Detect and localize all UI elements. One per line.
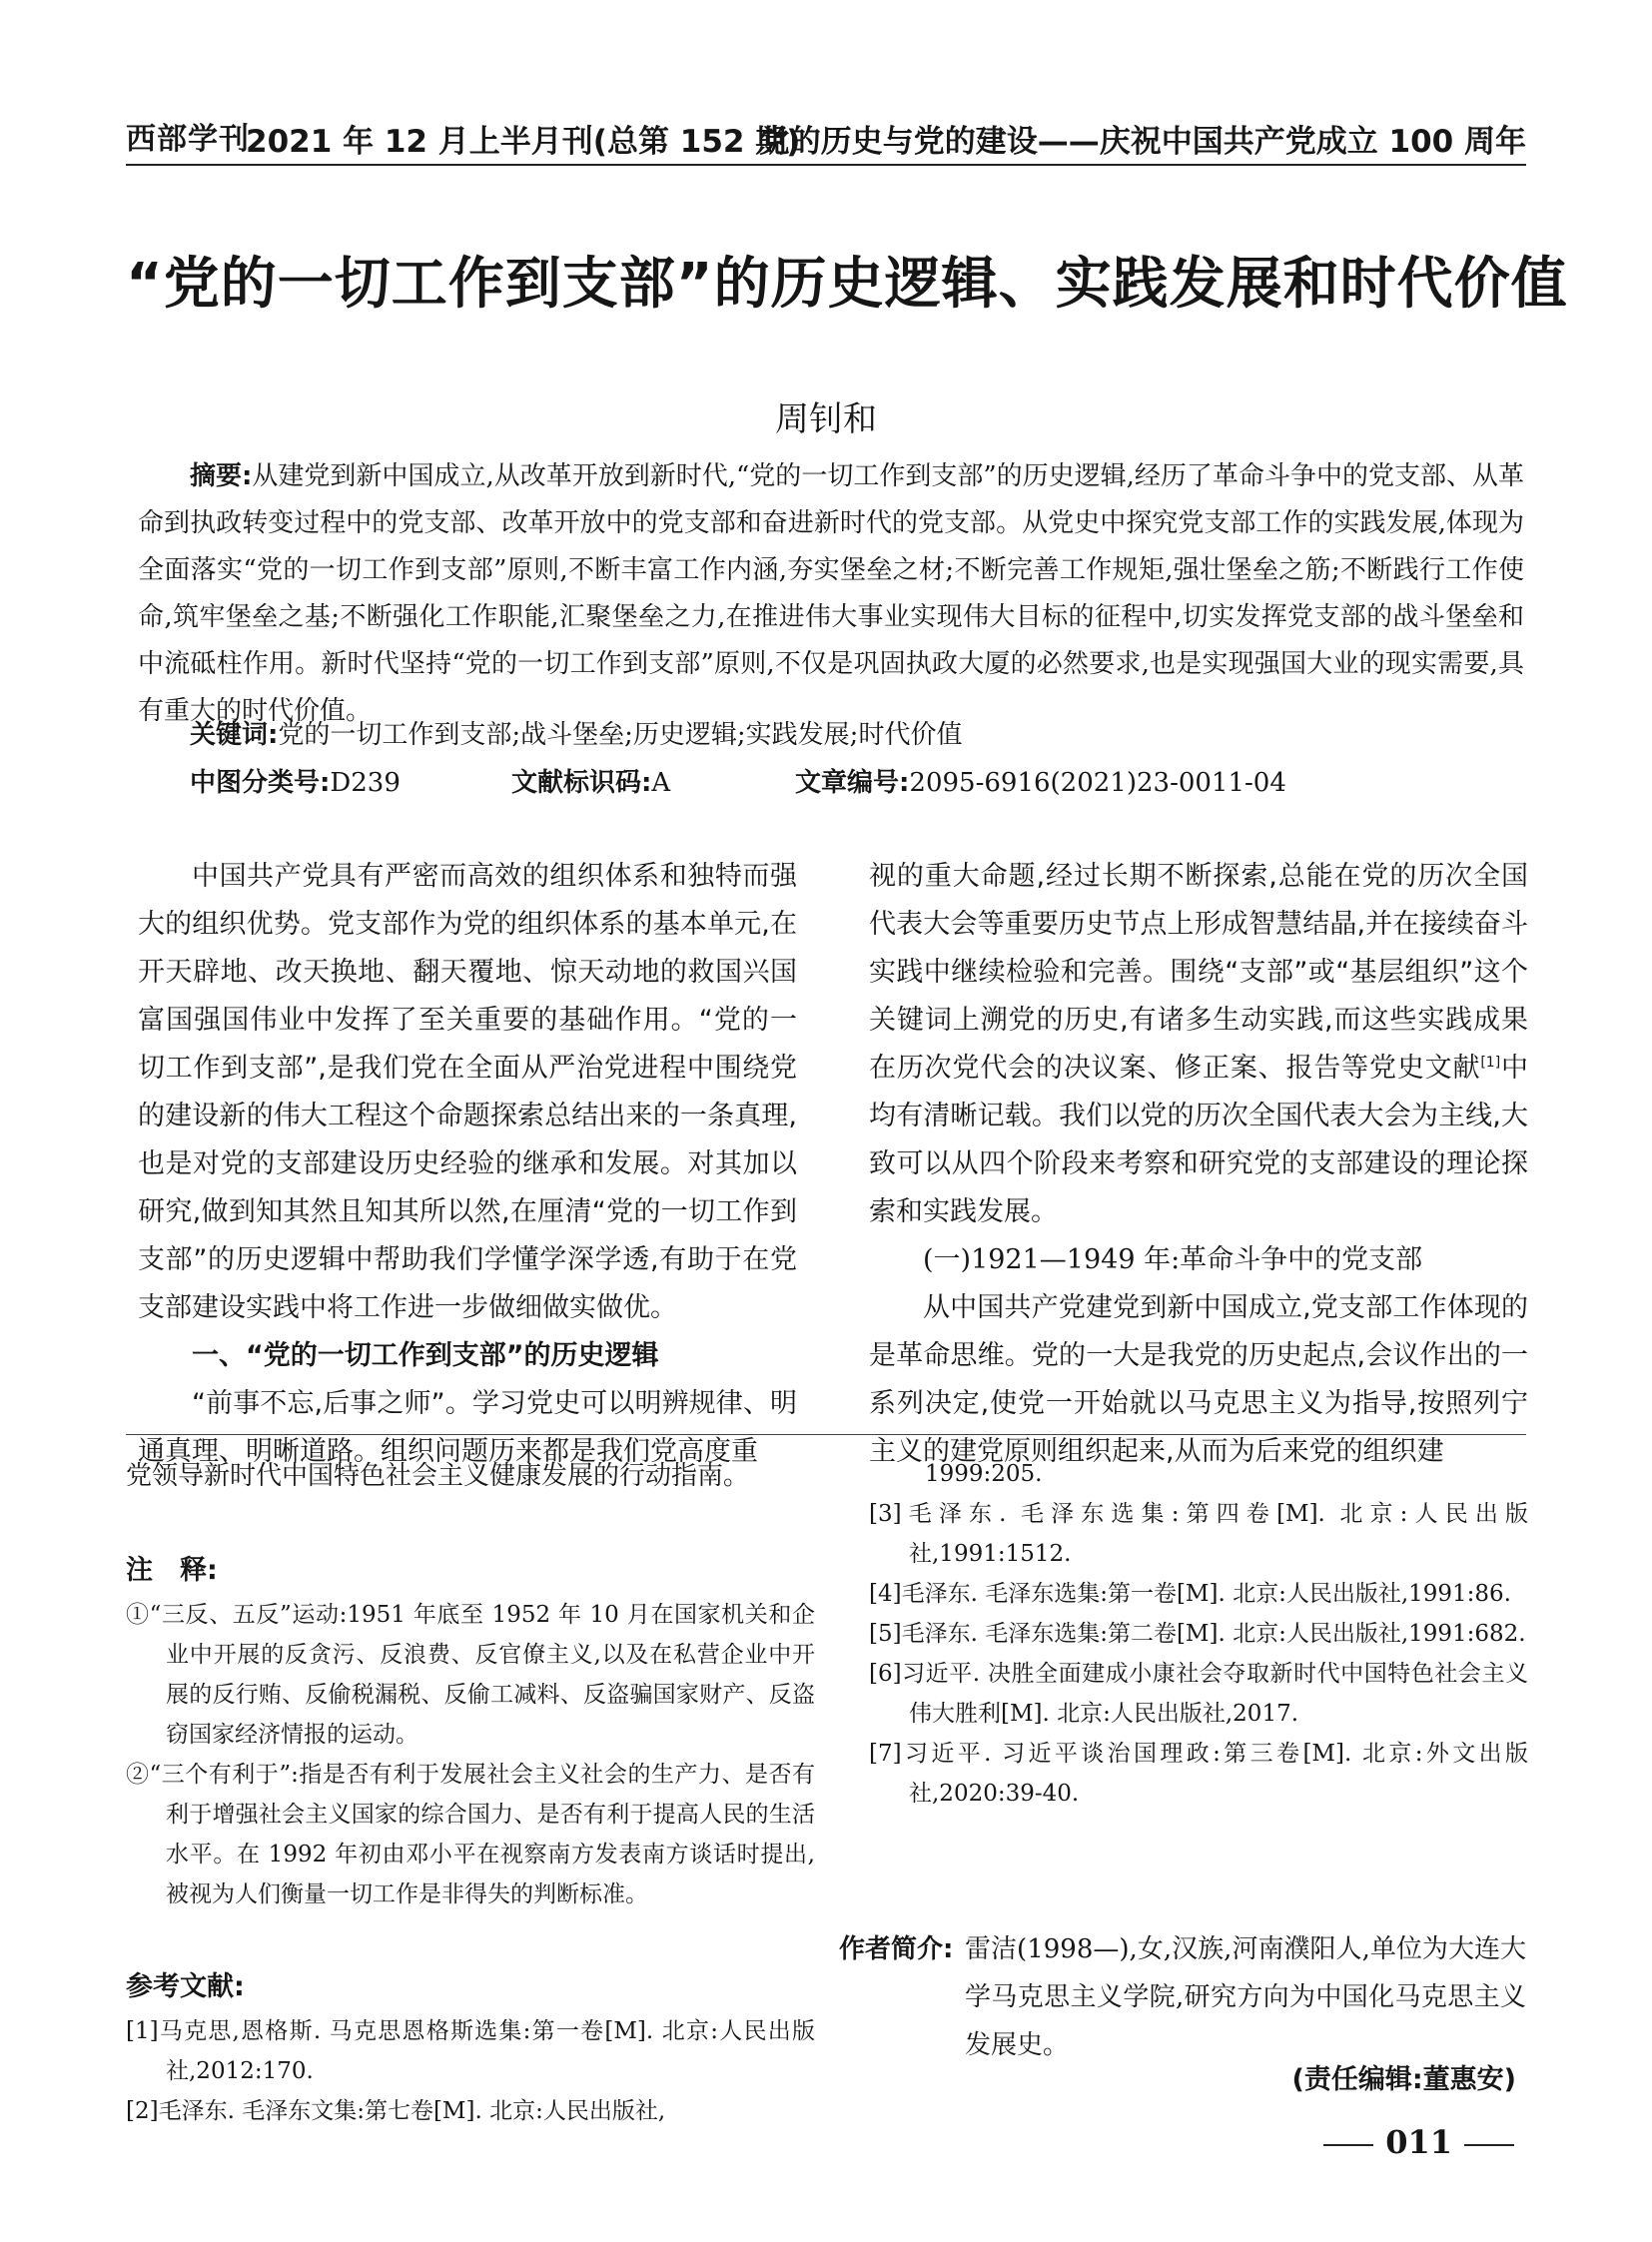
bio-text: 雷洁(1998—),女,汉族,河南濮阳人,单位为大连大学马克思主义学院,研究方向为中国化马克思主义发展史。	[965, 1934, 1526, 2060]
lower-left-column	[126, 1454, 815, 2131]
body-paragraph: “前事不忘,后事之师”。学习党史可以明辨规律、明通真理、明晰道路。组织问题历来都是我们党高度重	[138, 1388, 797, 1467]
article-code	[795, 763, 1286, 803]
reference-item: [5]毛泽东. 毛泽东选集:第二卷[M]. 北京:人民出版社,1991:682.	[869, 1621, 1526, 1647]
doc-label: 文献标识码:	[511, 768, 652, 798]
reference-item: [6]习近平. 决胜全面建成小康社会夺取新时代中国特色社会主义伟大胜利[M]. 北京:人民出版社,2017.	[869, 1661, 1528, 1727]
reference-item: [2]毛泽东. 毛泽东文集:第七卷[M]. 北京:人民出版社,	[126, 2098, 666, 2124]
abstract	[138, 453, 1524, 735]
running-header	[126, 110, 1526, 158]
keywords-text: 党的一切工作到支部;战斗堡垒;历史逻辑;实践发展;时代价值	[278, 720, 963, 750]
subsection-heading: (一)1921—1949 年:革命斗争中的党支部	[923, 1244, 1423, 1275]
issue-info: 2021 年 12 月上半月刊(总第 152 期)	[246, 124, 801, 160]
note-item: ①“三反、五反”运动:1951 年底至 1952 年 10 月在国家机关和企业中开展的反贪污、反浪费、反官僚主义,以及在私营企业中开展的反行贿、反偷税漏税、反偷工减料、反盗骗国家财产、反盗窃国家经济情报的运动。	[126, 1602, 815, 1748]
reference-item: [1]马克思,恩格斯. 马克思恩格斯选集:第一卷[M]. 北京:人民出版社,2012:170.	[126, 2018, 815, 2084]
citation-mark: [1]	[1480, 1055, 1501, 1071]
carry-over-text: 党领导新时代中国特色社会主义健康发展的行动指南。	[126, 1461, 750, 1491]
abstract-label: 摘要:	[190, 461, 253, 491]
section-heading: 一、“党的一切工作到支部”的历史逻辑	[192, 1340, 659, 1371]
journal-name: 西部学刊	[126, 122, 250, 157]
paragraph-text: 中均有清晰记载。我们以党的历次全国代表大会为主线,大致可以从四个阶段来考察和研究党的支部建设的理论探索和实践发展。	[869, 1053, 1529, 1227]
page-number	[1311, 2123, 1526, 2161]
clc-value: D239	[330, 768, 401, 798]
keywords	[190, 715, 1524, 755]
bio-label: 作者简介:	[839, 1934, 954, 1964]
doc-code	[511, 763, 670, 803]
page-number-dash	[1323, 2144, 1373, 2146]
lower-right-column	[869, 1454, 1528, 1814]
notes-heading: 注 释:	[126, 1555, 218, 1586]
header-rule	[126, 164, 1526, 166]
reference-item: [7]习近平. 习近平谈治国理政:第三卷[M]. 北京:外文出版社,2020:39-40.	[869, 1741, 1528, 1807]
note-item: ②“三个有利于”:指是否有利于发展社会主义社会的生产力、是否有利于增强社会主义国家的综合国力、是否有利于提高人民的生活水平。在 1992 年初由邓小平在视察南方发表南方谈话时提出,被视为人们衡量一切工作是非得失的判断标准。	[126, 1762, 815, 1907]
article-value: 2095-6916(2021)23-0011-04	[909, 768, 1286, 798]
body-column-right	[869, 853, 1528, 1476]
body-column-left	[138, 853, 797, 1476]
reference-item: [4]毛泽东. 毛泽东选集:第一卷[M]. 北京:人民出版社,1991:86.	[869, 1581, 1511, 1607]
reference-continuation: 1999:205.	[925, 1461, 1043, 1487]
section-divider	[126, 1434, 1526, 1435]
body-paragraph: 从中国共产党建党到新中国成立,党支部工作体现的是革命思维。党的一大是我党的历史起点,会议作出的一系列决定,使党一开始就以马克思主义为指导,按照列宁主义的建党原则组织起来,从而为后来党的组织建	[869, 1292, 1528, 1467]
responsible-editor: (责任编辑:董惠安)	[1291, 2064, 1516, 2095]
page-number-dash	[1464, 2144, 1514, 2146]
column-title: 党的历史与党的建设——庆祝中国共产党成立 100 周年	[758, 124, 1526, 160]
page-number-value: 011	[1385, 2123, 1452, 2161]
doc-value: A	[651, 768, 671, 798]
abstract-text: 从建党到新中国成立,从改革开放到新时代,“党的一切工作到支部”的历史逻辑,经历了革命斗争中的党支部、从革命到执政转变过程中的党支部、改革开放中的党支部和奋进新时代的党支部。从党史中探究党支部工作的实践发展,体现为全面落实“党的一切工作到支部”原则,不断丰富工作内涵,夯实堡垒之材;不断完善工作规矩,强壮堡垒之筋;不断践行工作使命,筑牢堡垒之基;不断强化工作职能,汇聚堡垒之力,在推进伟大事业实现伟大目标的征程中,切实发挥党支部的战斗堡垒和中流砥柱作用。新时代坚持“党的一切工作到支部”原则,不仅是巩固执政大厦的必然要求,也是实现强国大业的现实需要,具有重大的时代价值。	[138, 461, 1524, 726]
article-author: 周钊和	[775, 399, 877, 439]
classification-line	[190, 763, 1524, 803]
article-label: 文章编号:	[795, 768, 910, 798]
article-title: “党的一切工作到支部”的历史逻辑、实践发展和时代价值	[126, 252, 1568, 317]
references-heading: 参考文献:	[126, 1971, 245, 2002]
paragraph-text: 视的重大命题,经过长期不断探索,总能在党的历次全国代表大会等重要历史节点上形成智慧结晶,并在接续奋斗实践中继续检验和完善。围绕“支部”或“基层组织”这个关键词上溯党的历史,有诸多生动实践,而这些实践成果在历次党代会的决议案、修正案、报告等党史文献	[869, 861, 1528, 1084]
abstract-paragraph	[138, 453, 1524, 735]
reference-item: [3]毛泽东. 毛泽东选集:第四卷[M]. 北京:人民出版社,1991:1512.	[869, 1501, 1528, 1567]
keywords-label: 关键词:	[190, 720, 279, 750]
clc-code	[190, 763, 401, 803]
body-paragraph: 中国共产党具有严密而高效的组织体系和独特而强大的组织优势。党支部作为党的组织体系的基本单元,在开天辟地、改天换地、翻天覆地、惊天动地的救国兴国富国强国伟业中发挥了至关重要的基础作用。“党的一切工作到支部”,是我们党在全面从严治党进程中围绕党的建设新的伟大工程这个命题探索总结出来的一条真理,也是对党的支部建设历史经验的继承和发展。对其加以研究,做到知其然且知其所以然,在厘清“党的一切工作到支部”的历史逻辑中帮助我们学懂学深学透,有助于在党支部建设实践中将工作进一步做细做实做优。	[138, 861, 797, 1323]
clc-label: 中图分类号:	[190, 768, 331, 798]
body-paragraph	[869, 853, 1528, 1236]
